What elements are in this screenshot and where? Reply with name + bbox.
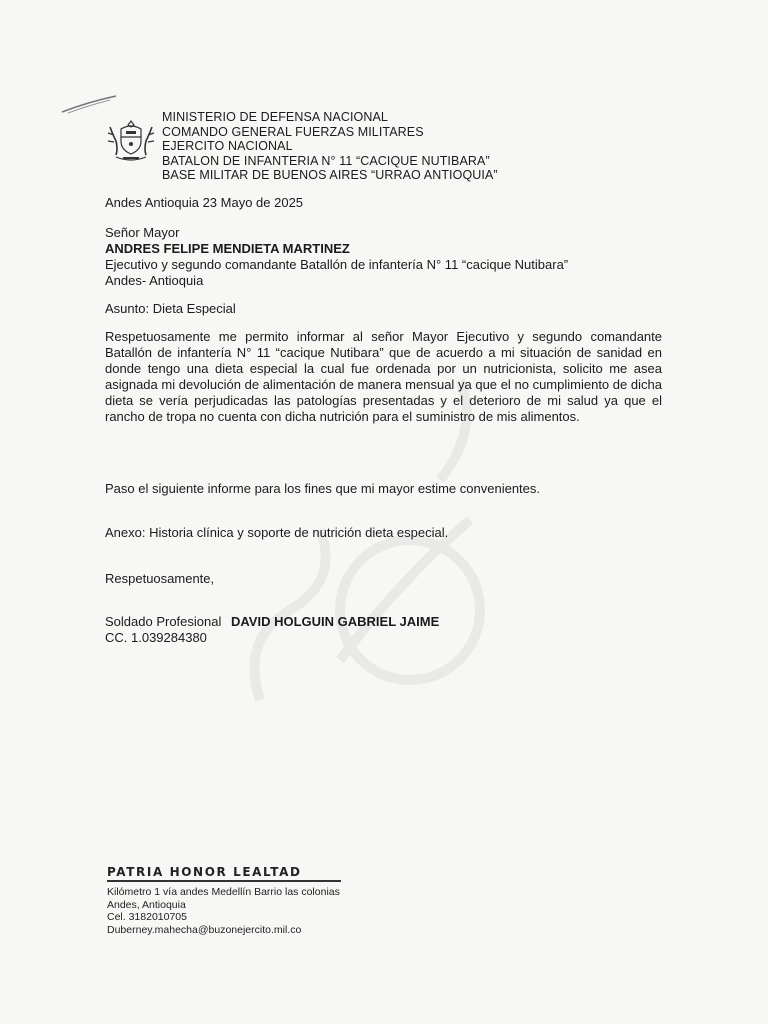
recipient-salutation: Señor Mayor	[105, 225, 180, 240]
recipient-position: Ejecutivo y segundo comandante Batallón de infantería N° 11 “cacique Nutibara”	[105, 257, 569, 272]
footer-city: Andes, Antioquia	[107, 898, 186, 911]
footer-motto: PATRIA HONOR LEALTAD	[107, 865, 302, 879]
subject-line: Asunto: Dieta Especial	[105, 301, 236, 316]
recipient-location: Andes- Antioquia	[105, 273, 204, 288]
closing-paragraph: Paso el siguiente informe para los fines que mi mayor estime convenientes.	[105, 481, 540, 496]
farewell: Respetuosamente,	[105, 571, 215, 586]
letterhead-line-battalion: BATALON DE INFANTERIA N° 11 “CACIQUE NUTIBARA”	[162, 153, 490, 168]
footer-address: Kilómetro 1 vía andes Medellín Barrio las colonias	[107, 886, 340, 898]
recipient-block	[105, 225, 568, 289]
letterhead-line-army: EJERCITO NACIONAL	[162, 139, 293, 153]
footer-phone: Cel. 3182010705	[107, 911, 187, 923]
signature-id: CC. 1.039284380	[105, 630, 207, 645]
letterhead	[162, 110, 498, 183]
letterhead-line-ministry: MINISTERIO DE DEFENSA NACIONAL	[162, 110, 388, 124]
footer-email: Duberney.mahecha@buzonejercito.mil.co	[107, 923, 302, 936]
signature-rank: Soldado Profesional	[105, 614, 222, 629]
annex-line: Anexo: Historia clínica y soporte de nutrición dieta especial.	[105, 525, 449, 540]
body-paragraph: Respetuosamente me permito informar al señor Mayor Ejecutivo y segundo comandante Batallón de infantería N° 11 “cacique Nutibara” que de acuerdo a mi situación de sanidad en donde tengo una dieta especial la cual fue ordenada por un nutricionista, solicito me asea asignada mi devolución de alimentación de manera mensual ya que el no cumplimiento de dicha dieta se vería perjudicadas las patologías presentadas y el deterioro de mi salud ya que el rancho de tropa no cuenta con dicha nutrición para el suministro de mis alimentos.	[105, 329, 662, 424]
coat-of-arms-emblem	[106, 117, 156, 163]
pen-mark	[58, 92, 120, 118]
letterhead-line-base: BASE MILITAR DE BUENOS AIRES “URRAO ANTIOQUIA”	[162, 168, 498, 182]
signature-name: DAVID HOLGUIN GABRIEL JAIME	[230, 614, 440, 629]
signature-block	[105, 614, 439, 646]
letterhead-line-command: COMANDO GENERAL FUERZAS MILITARES	[162, 124, 424, 139]
place-date: Andes Antioquia 23 Mayo de 2025	[105, 195, 304, 210]
footer	[107, 865, 341, 936]
recipient-name: ANDRES FELIPE MENDIETA MARTINEZ	[105, 241, 350, 256]
